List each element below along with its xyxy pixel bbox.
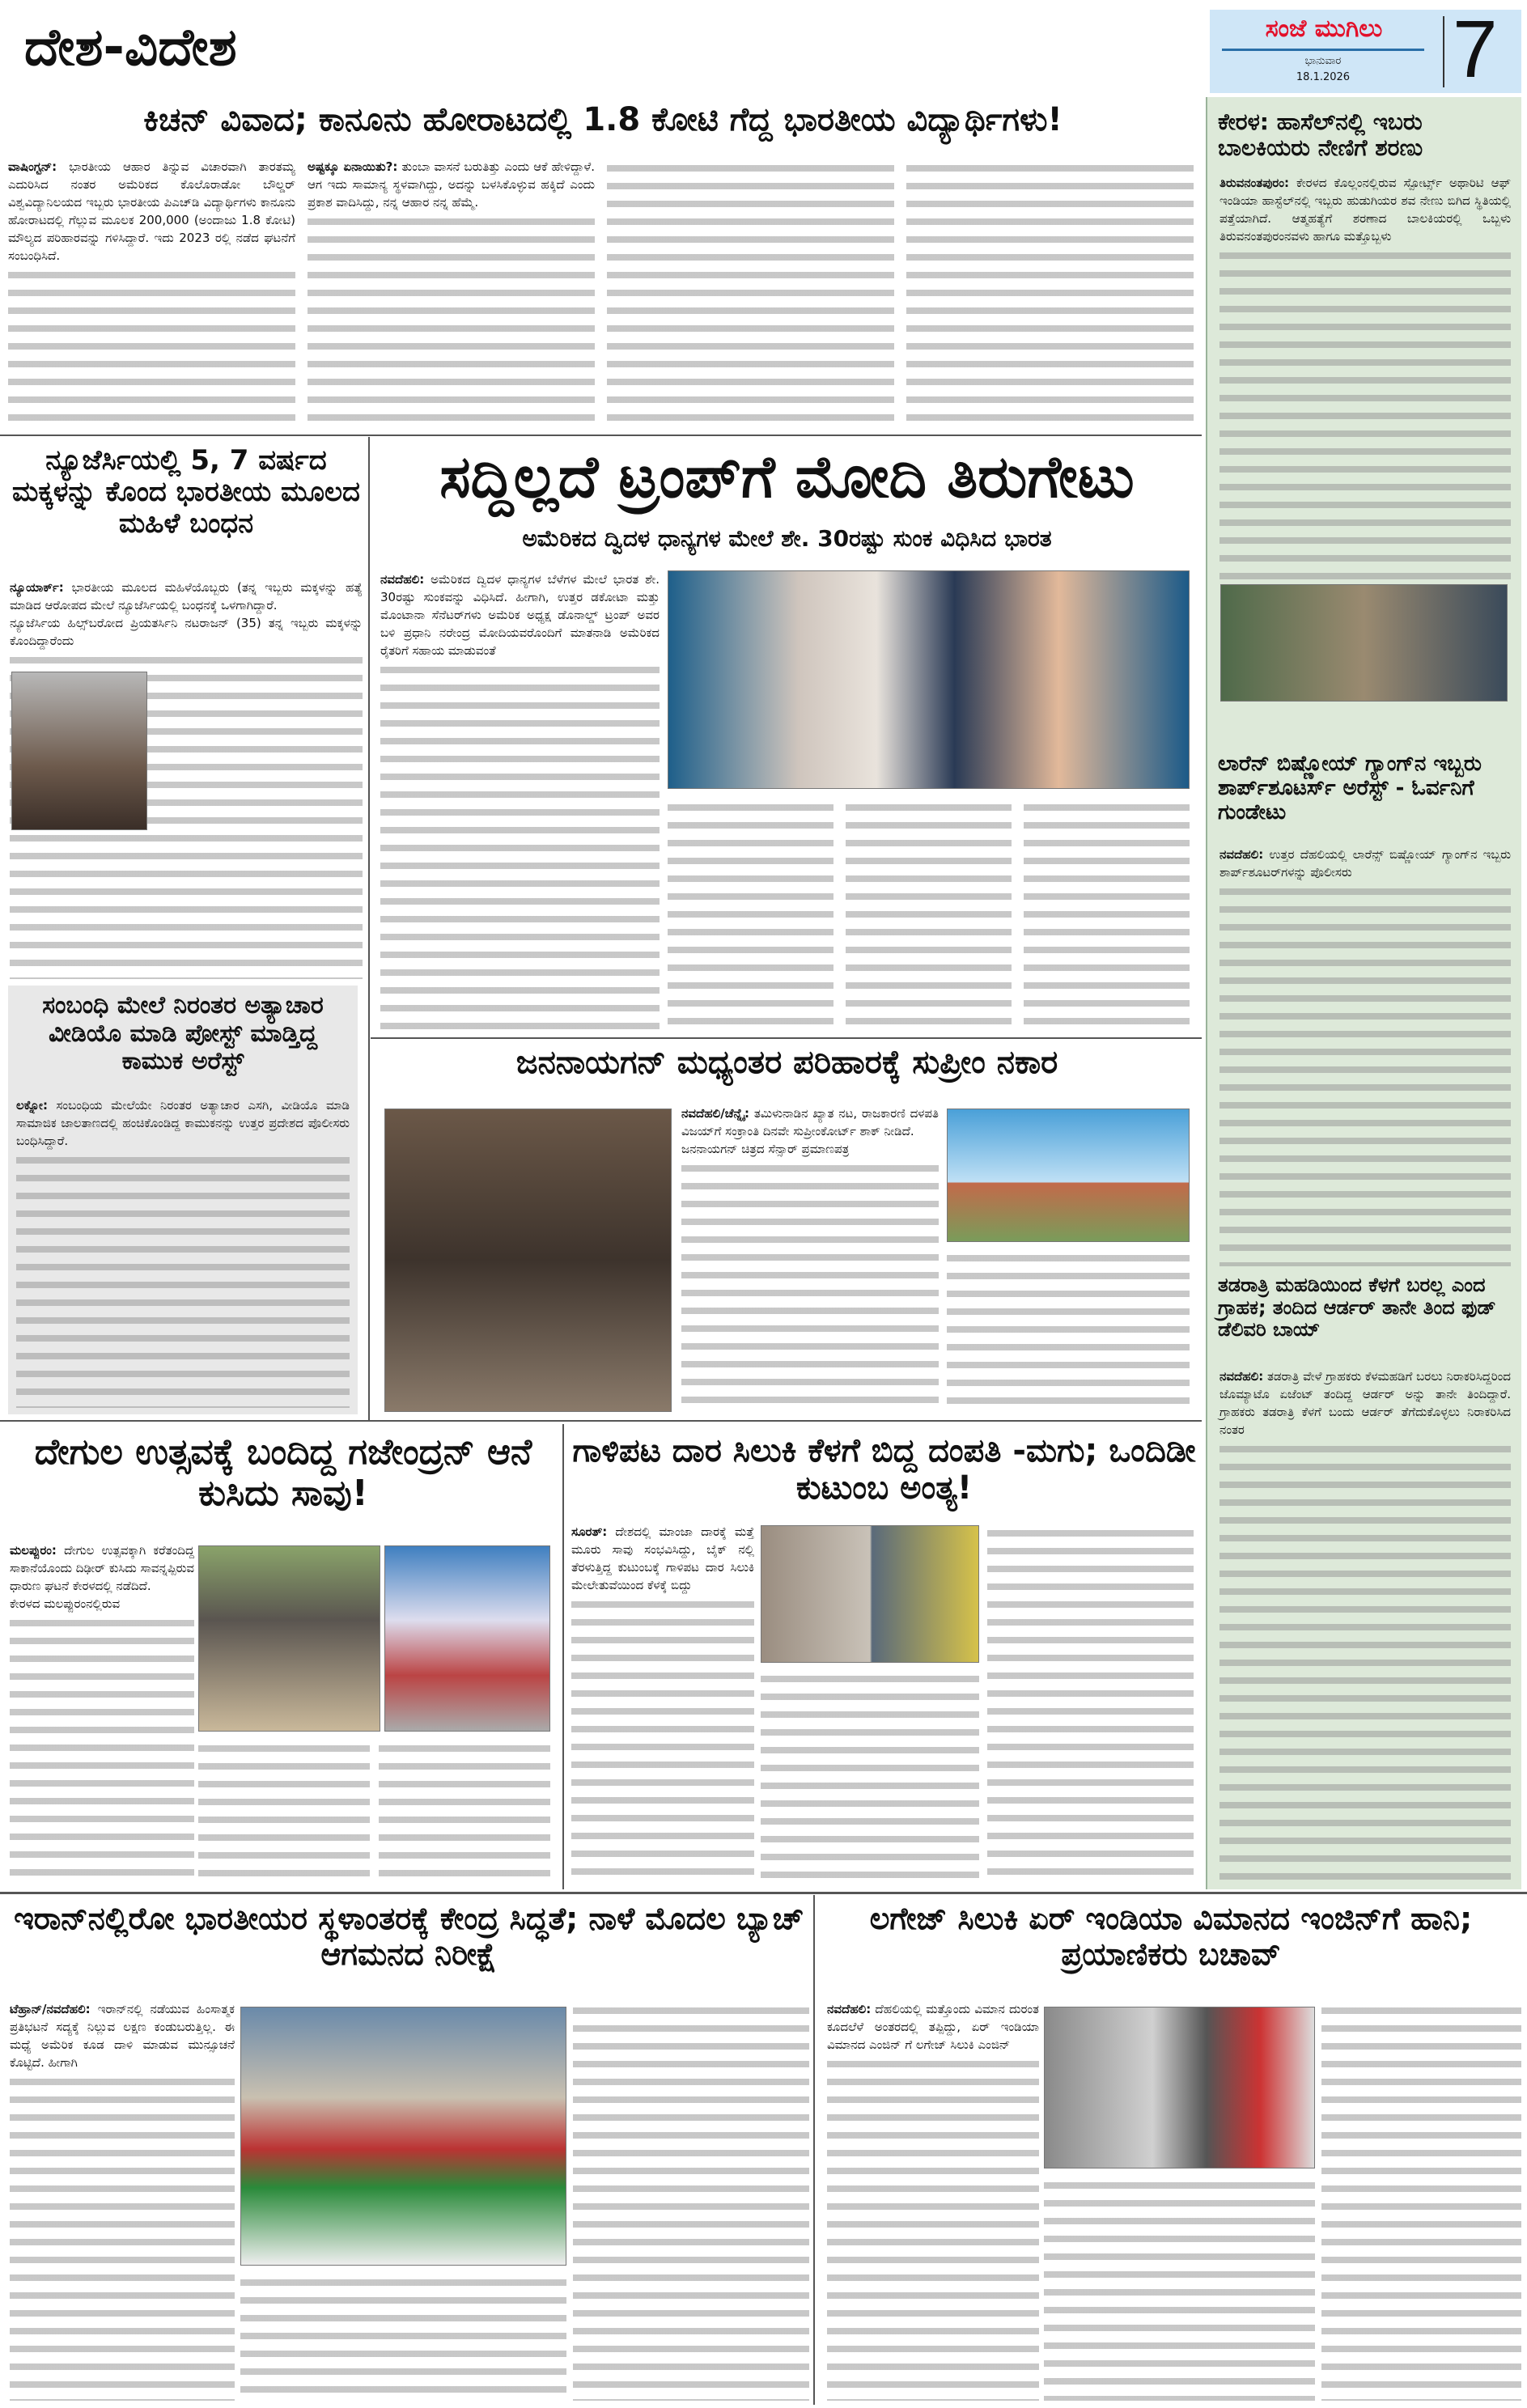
article-bishnoi-body bbox=[1219, 846, 1511, 1266]
article-airindia-body-2 bbox=[1044, 2175, 1315, 2401]
masthead-logo: ಸಂಜೆ ಮುಗಿಲು bbox=[1265, 15, 1383, 43]
article-modi-body bbox=[380, 570, 660, 1032]
article-kitchen-body-4 bbox=[906, 158, 1194, 429]
divider bbox=[0, 435, 1202, 436]
lead-text: ಕೇರಳದ ಕೊಲ್ಲಂನಲ್ಲಿರುವ ಸ್ಪೋರ್ಟ್ಸ್ ಅಥಾರಿಟಿ ಆಫ್ ಇಂಡಿಯಾ ಹಾಸ್ಟೆಲ್‌ನಲ್ಲಿ ಇಬ್ಬರು ಹುಡುಗಿಯರ ಶವ ನೇಣು ಬಿಗಿದ ಸ್ಥಿತಿಯಲ್ಲಿ ಪತ್ತೆಯಾಗಿದೆ. ಆತ್ಮಹತ್ಯೆಗೆ ಶರಣಾದ ಬಾಲಕಿಯರಲ್ಲಿ ಒಬ್ಬಳು ತಿರುವನಂತಪುರಂನವಳು ಹಾಗೂ ಮತ್ತೊಬ್ಬಳು bbox=[1219, 176, 1511, 244]
headline-iran: ಇರಾನ್‌ನಲ್ಲಿರೋ ಭಾರತೀಯರ ಸ್ಥಳಾಂತರಕ್ಕೆ ಕೇಂದ್ರ ಸಿದ್ಧತೆ; ನಾಳೆ ಮೊದಲ ಬ್ಯಾಚ್ ಆಗಮನದ ನಿರೀಕ್ಷೆ bbox=[14, 1901, 804, 1972]
photo-accused-woman bbox=[11, 672, 147, 830]
page-number: 7 bbox=[1453, 4, 1498, 95]
sublead-text: ತುಂಬಾ ವಾಸನೆ ಬರುತಿತ್ತು ಎಂದು ಆಕೆ ಹೇಳಿದ್ದಾಳೆ. ಆಗ ಇದು ಸಾಮಾನ್ಯ ಸ್ಥಳವಾಗಿದ್ದು, ಅದನ್ನು ಬಳಸಿಕೊಳ್ಳುವ ಹಕ್ಕಿದೆ ಎಂದು ಪ್ರಕಾಶ ವಾದಿಸಿದ್ದು, ನನ್ನ ಆಹಾರ ನನ್ನ ಹೆಮ್ಮೆ. bbox=[308, 159, 595, 210]
lead-text: ಇರಾನ್‌ನಲ್ಲಿ ನಡೆಯುವ ಹಿಂಸಾತ್ಮಕ ಪ್ರತಿಭಟನೆ ಸದ್ಯಕ್ಕೆ ನಿಲ್ಲುವ ಲಕ್ಷಣ ಕಂಡುಬರುತ್ತಿಲ್ಲ. ಈ ಮಧ್ಯೆ ಅಮೆರಿಕ ಕೂಡ ದಾಳಿ ಮಾಡುವ ಮುನ್ಸೂಚನೆ ಕೊಟ್ಟಿದೆ. ಹೀಗಾಗಿ bbox=[10, 2002, 235, 2070]
dateline: ನವದೆಹಲಿ: bbox=[380, 572, 425, 587]
article-iran-body-3 bbox=[573, 2000, 809, 2401]
article-kitchen-body-3 bbox=[607, 158, 894, 429]
article-airindia-body-3 bbox=[1321, 2000, 1521, 2401]
dateline: ತಿರುವನಂತಪುರಂ: bbox=[1219, 176, 1290, 190]
article-iran-body bbox=[10, 2000, 235, 2401]
logo-underline bbox=[1222, 49, 1424, 51]
headline-kite: ಗಾಳಿಪಟ ದಾರ ಸಿಲುಕಿ ಕೆಳಗೆ ಬಿದ್ದ ದಂಪತಿ -ಮಗು; ಒಂದಿಡೀ ಕುಟುಂಬ ಅಂತ್ಯ! bbox=[572, 1432, 1196, 1507]
article-kite-body-3 bbox=[987, 1523, 1194, 1885]
headline-temple-elephant: ದೇಗುಲ ಉತ್ಸವಕ್ಕೆ ಬಂದಿದ್ದ ಗಜೇಂದ್ರನ್ ಆನೆ ಕುಸಿದು ಸಾವು! bbox=[34, 1431, 532, 1514]
photo-modi-trump bbox=[668, 570, 1190, 789]
article-jananayagan-body bbox=[681, 1104, 939, 1412]
masthead-day: ಭಾನುವಾರ bbox=[1304, 55, 1342, 67]
divider bbox=[0, 1420, 1202, 1422]
section-title: ದೇಶ-ವಿದೇಶ bbox=[24, 18, 237, 78]
dateline: ಟೆಹ್ರಾನ್/ನವದೆಹಲಿ: bbox=[10, 2002, 91, 2016]
headline-air-india: ಲಗೇಜ್ ಸಿಲುಕಿ ಏರ್ ಇಂಡಿಯಾ ವಿಮಾನದ ಇಂಜಿನ್‌ಗೆ ಹಾನಿ; ಪ್ರಯಾಣಿಕರು ಬಚಾವ್ bbox=[869, 1901, 1473, 1972]
dateline: ಮಲಪ್ಪುರಂ: bbox=[10, 1543, 57, 1558]
photo-hostel bbox=[1220, 584, 1508, 702]
headline-bishnoi: ಲಾರೆನ್ ಬಿಷ್ಣೋಯ್ ಗ್ಯಾಂಗ್‌ನ ಇಬ್ಬರು ಶಾರ್ಪ್‌ಶೂಟರ್ಸ್ ಅರೆಸ್ಟ್ - ಓರ್ವನಿಗೆ ಗುಂಡೇಟು bbox=[1218, 752, 1482, 825]
lead-text: ದೇಗುಲ ಉತ್ಸವಕ್ಕಾಗಿ ಕರೆತಂದಿದ್ದ ಸಾಕಾನೆಯೊಂದು ದಿಢೀರ್ ಕುಸಿದು ಸಾವನ್ನಪ್ಪಿರುವ ಧಾರುಣ ಘಟನೆ ಕೇರಳದಲ್ಲಿ ನಡೆದಿದೆ. bbox=[10, 1543, 194, 1593]
photo-fallen-elephant bbox=[384, 1545, 550, 1732]
article-iran-body-2 bbox=[240, 2272, 566, 2401]
dateline: ಸೂರತ್: bbox=[571, 1524, 608, 1539]
article-modi-body-3 bbox=[846, 797, 1012, 1032]
divider bbox=[368, 437, 370, 1420]
photo-kite-accident bbox=[761, 1525, 979, 1663]
photo-iran-protest bbox=[240, 2007, 566, 2266]
article-kerala-body bbox=[1219, 174, 1511, 580]
article-temple-body bbox=[10, 1541, 194, 1885]
article-molest-body bbox=[16, 1096, 350, 1408]
article-jananayagan-body-2 bbox=[947, 1248, 1190, 1412]
dateline: ನವದೆಹಲಿ: bbox=[827, 2002, 872, 2016]
divider bbox=[0, 1892, 1527, 1894]
article-kite-body bbox=[571, 1523, 754, 1885]
lead-text-2: ಕೇರಳದ ಮಲಪ್ಪುರಂನಲ್ಲಿರುವ bbox=[10, 1596, 121, 1611]
headline-molest: ಸಂಬಂಧಿ ಮೇಲೆ ನಿರಂತರ ಅತ್ಯಾಚಾರ ವೀಡಿಯೊ ಮಾಡಿ ಪೋಸ್ಟ್ ಮಾಡ್ತಿದ್ದ ಕಾಮುಕ ಅರೆಸ್ಟ್ bbox=[42, 991, 324, 1075]
lead-text-2: ನ್ಯೂಜೆರ್ಸಿಯ ಹಿಲ್ಸ್‌ಬರೋದ ಪ್ರಿಯತರ್ಸಿನಿ ನಟರಾಜನ್ (35) ತನ್ನ ಇಬ್ಬರು ಮಕ್ಕಳನ್ನು ಕೊಂದಿದ್ದಾರೆಂದು bbox=[10, 616, 363, 648]
headline-modi-trump: ಸದ್ದಿಲ್ಲದೆ ಟ್ರಂಪ್‌ಗೆ ಮೋದಿ ತಿರುಗೇಟು bbox=[439, 443, 1135, 511]
dateline: ನವದೆಹಲಿ: bbox=[1219, 847, 1264, 862]
dateline: ವಾಷಿಂಗ್ಟನ್: bbox=[8, 159, 57, 174]
lead-text: ಅಮೆರಿಕದ ದ್ವಿದಳ ಧಾನ್ಯಗಳ ಬೆಳೆಗಳ ಮೇಲೆ ಭಾರತ ಶೇ. 30ರಷ್ಟು ಸುಂಕವನ್ನು ವಿಧಿಸಿದೆ. ಹೀಗಾಗಿ, ಉತ್ತರ ಡಕೋಟಾ ಮತ್ತು ಮೊಂಟಾನಾ ಸೆನೆಟರ್‌ಗಳು ಅಮೆರಿಕ ಅಧ್ಯಕ್ಷ ಡೊನಾಲ್ಡ್ ಟ್ರಂಪ್ ಅವರ ಬಳಿ ಪ್ರಧಾನಿ ನರೇಂದ್ರ ಮೋದಿಯವರೊಂದಿಗೆ ಮಾತನಾಡಿ ಅಮೆರಿಕದ ರೈತರಿಗೆ ಸಹಾಯ ಮಾಡುವಂತೆ bbox=[380, 572, 660, 658]
photo-damaged-engine bbox=[1044, 2007, 1315, 2168]
dateline: ಲಕ್ನೋ: bbox=[16, 1098, 48, 1113]
lead-text: ಭಾರತೀಯ ಆಹಾರ ತಿನ್ನುವ ವಿಚಾರವಾಗಿ ತಾರತಮ್ಯ ಎದುರಿಸಿದ ನಂತರ ಅಮೆರಿಕದ ಕೊಲೊರಾಡೋ ಬೌಲ್ಡರ್ ವಿಶ್ವವಿದ್ಯಾನಿಲಯದ ಇಬ್ಬರು ಭಾರತೀಯ ಪಿಎಚ್‌ಡಿ ವಿದ್ಯಾರ್ಥಿಗಳು ಕಾನೂನು ಹೋರಾಟದಲ್ಲಿ ಗೆಲ್ಲುವ ಮೂಲಕ 200,000 (ಅಂದಾಜು 1.8 ಕೋಟಿ) ಮೌಲ್ಯದ ಪರಿಹಾರವನ್ನು ಗಳಿಸಿದ್ದಾರೆ. ಇದು 2023 ರಲ್ಲಿ ನಡೆದ ಘಟನೆಗೆ ಸಂಬಂಧಿಸಿದೆ. bbox=[8, 159, 295, 263]
masthead-date: 18.1.2026 bbox=[1296, 71, 1351, 83]
photo-actor-vijay bbox=[384, 1109, 672, 1412]
headline-kitchen: ಕಿಚನ್ ವಿವಾದ; ಕಾನೂನು ಹೋರಾಟದಲ್ಲಿ 1.8 ಕೋಟಿ ಗೆದ್ದ ಭಾರತೀಯ ವಿದ್ಯಾರ್ಥಿಗಳು! bbox=[143, 101, 1063, 138]
lead-text: ಸಂಬಂಧಿಯ ಮೇಲೆಯೇ ನಿರಂತರ ಅತ್ಯಾಚಾರ ಎಸಗಿ, ವೀಡಿಯೊ ಮಾಡಿ ಸಾಮಾಜಿಕ ಜಾಲತಾಣದಲ್ಲಿ ಹಂಚಿಕೊಂಡಿದ್ದ ಕಾಮುಕನನ್ನು ಉತ್ತರ ಪ್ರದೇಶದ ಪೊಲೀಸರು ಬಂಧಿಸಿದ್ದಾರೆ. bbox=[16, 1098, 350, 1148]
headline-newjersey: ನ್ಯೂಜೆರ್ಸಿಯಲ್ಲಿ 5, 7 ವರ್ಷದ ಮಕ್ಕಳನ್ನು ಕೊಂದ ಭಾರತೀಯ ಮೂಲದ ಮಹಿಳೆ ಬಂಧನ bbox=[12, 444, 360, 541]
dateline: ನ್ಯೂಯಾರ್ಕ್: bbox=[10, 580, 64, 595]
divider bbox=[371, 1037, 1202, 1039]
lead-text: ತಡರಾತ್ರಿ ವೇಳೆ ಗ್ರಾಹಕರು ಕೆಳಮಹಡಿಗೆ ಬರಲು ನಿರಾಕರಿಸಿದ್ದರಿಂದ ಜೊಮ್ಯಾಟೊ ಏಜೆಂಟ್ ತಂದಿದ್ದ ಆರ್ಡರ್ ಅನ್ನು ತಾನೇ ತಿಂದಿದ್ದಾರೆ. ಗ್ರಾಹಕರು ತಡರಾತ್ರಿ ಕೆಳಗೆ ಬಂದು ಆರ್ಡರ್ ತೆಗೆದುಕೊಳ್ಳಲು ನಿರಾಕರಿಸಿದ ನಂತರ bbox=[1219, 1369, 1511, 1437]
subhead: ಅಷ್ಟಕ್ಕೂ ಏನಾಯಿತು?: bbox=[308, 159, 398, 174]
lead-text: ಭಾರತೀಯ ಮೂಲದ ಮಹಿಳೆಯೊಬ್ಬರು (ತನ್ನ ಇಬ್ಬರು ಮಕ್ಕಳನ್ನು ಹತ್ಯೆ ಮಾಡಿದ ಆರೋಪದ ಮೇಲೆ ನ್ಯೂಜೆರ್ಸಿಯಲ್ಲಿ ಬಂಧನಕ್ಕೆ ಒಳಗಾಗಿದ್ದಾರೆ. bbox=[10, 580, 363, 613]
headline-kerala: ಕೇರಳ: ಹಾಸೆಲ್‌ನಲ್ಲಿ ಇಬರು ಬಾಲಕಿಯರು ನೇಣಿಗೆ ಶರಣು bbox=[1218, 108, 1423, 162]
masthead bbox=[1210, 4, 1521, 95]
article-kitchen-body-2 bbox=[308, 158, 595, 429]
article-modi-body-2 bbox=[668, 797, 833, 1032]
divider bbox=[813, 1895, 815, 2405]
article-modi-body-4 bbox=[1024, 797, 1190, 1032]
divider bbox=[1443, 16, 1444, 87]
article-kitchen-body-1 bbox=[8, 158, 295, 429]
article-temple-body-3 bbox=[379, 1738, 550, 1885]
headline-food-delivery: ತಡರಾತ್ರಿ ಮಹಡಿಯಿಂದ ಕೆಳಗೆ ಬರಲ್ಲ ಎಂದ ಗ್ರಾಹಕ; ತಂದಿದ ಆರ್ಡರ್ ತಾನೇ ತಿಂದ ಫುಡ್ ಡೆಲಿವರಿ ಬಾಯ್ bbox=[1218, 1274, 1496, 1342]
headline-jananayagan: ಜನನಾಯಗನ್ ಮಧ್ಯಂತರ ಪರಿಹಾರಕ್ಕೆ ಸುಪ್ರೀಂ ನಕಾರ bbox=[515, 1044, 1058, 1081]
photo-supreme-court bbox=[947, 1109, 1190, 1242]
lead-text: ತಮಿಳುನಾಡಿನ ಖ್ಯಾತ ನಟ, ರಾಜಕಾರಣಿ ದಳಪತಿ ವಿಜಯ್‌ಗೆ ಸಂಕ್ರಾಂತಿ ದಿನವೇ ಸುಪ್ರೀಂಕೋರ್ಟ್ ಶಾಕ್ ನೀಡಿದೆ. bbox=[681, 1106, 939, 1138]
lead-text-2: ಜನನಾಯಗನ್ ಚಿತ್ರದ ಸೆನ್ಸಾರ್ ಪ್ರಮಾಣಪತ್ರ bbox=[681, 1142, 850, 1156]
article-food-body bbox=[1219, 1367, 1511, 1881]
divider bbox=[562, 1424, 564, 1889]
photo-elephant bbox=[198, 1545, 380, 1732]
dateline: ನವದೆಹಲಿ/ಚೆನ್ನೈ: bbox=[681, 1106, 750, 1121]
lead-text: ದೇಶದಲ್ಲಿ ಮಾಂಜಾ ದಾರಕ್ಕೆ ಮತ್ತೆ ಮೂರು ಸಾವು ಸಂಭವಿಸಿದ್ದು, ಬೈಕ್ ನಲ್ಲಿ ತೆರಳುತ್ತಿದ್ದ ಕುಟುಂಬಕ್ಕೆ ಗಾಳಿಪಟ ದಾರ ಸಿಲುಕಿ ಮೇಲೇತುವೆಯಿಂದ ಕೆಳಕ್ಕೆ ಬಿದ್ದು bbox=[571, 1524, 754, 1592]
lead-text: ಉತ್ತರ ದೆಹಲಿಯಲ್ಲಿ ಲಾರೆನ್ಸ್ ಬಿಷ್ಣೋಯ್ ಗ್ಯಾಂಗ್‌ನ ಇಬ್ಬರು ಶಾರ್ಪ್‌ಶೂಟರ್‌ಗಳನ್ನು ಪೊಲೀಸರು bbox=[1219, 847, 1511, 880]
article-airindia-body bbox=[827, 2000, 1039, 2401]
subheadline-modi-trump: ಅಮೆರಿಕದ ದ್ವಿದಳ ಧಾನ್ಯಗಳ ಮೇಲೆ ಶೇ. 30ರಷ್ಟು ಸುಂಕ ವಿಧಿಸಿದ ಭಾರತ bbox=[522, 525, 1052, 552]
dateline: ನವದೆಹಲಿ: bbox=[1219, 1369, 1264, 1384]
article-temple-body-2 bbox=[198, 1738, 370, 1885]
lead-text: ದೆಹಲಿಯಲ್ಲಿ ಮತ್ತೊಂದು ವಿಮಾನ ದುರಂತ ಕೂದಲೆಳೆ ಅಂತರದಲ್ಲಿ ತಪ್ಪಿದ್ದು, ಏರ್ ಇಂಡಿಯಾ ವಿಮಾನದ ಎಂಜಿನ್ ಗೆ ಲಗೇಜ್ ಸಿಲುಕಿ ಎಂಜಿನ್ bbox=[827, 2002, 1039, 2052]
article-kite-body-2 bbox=[761, 1668, 979, 1885]
